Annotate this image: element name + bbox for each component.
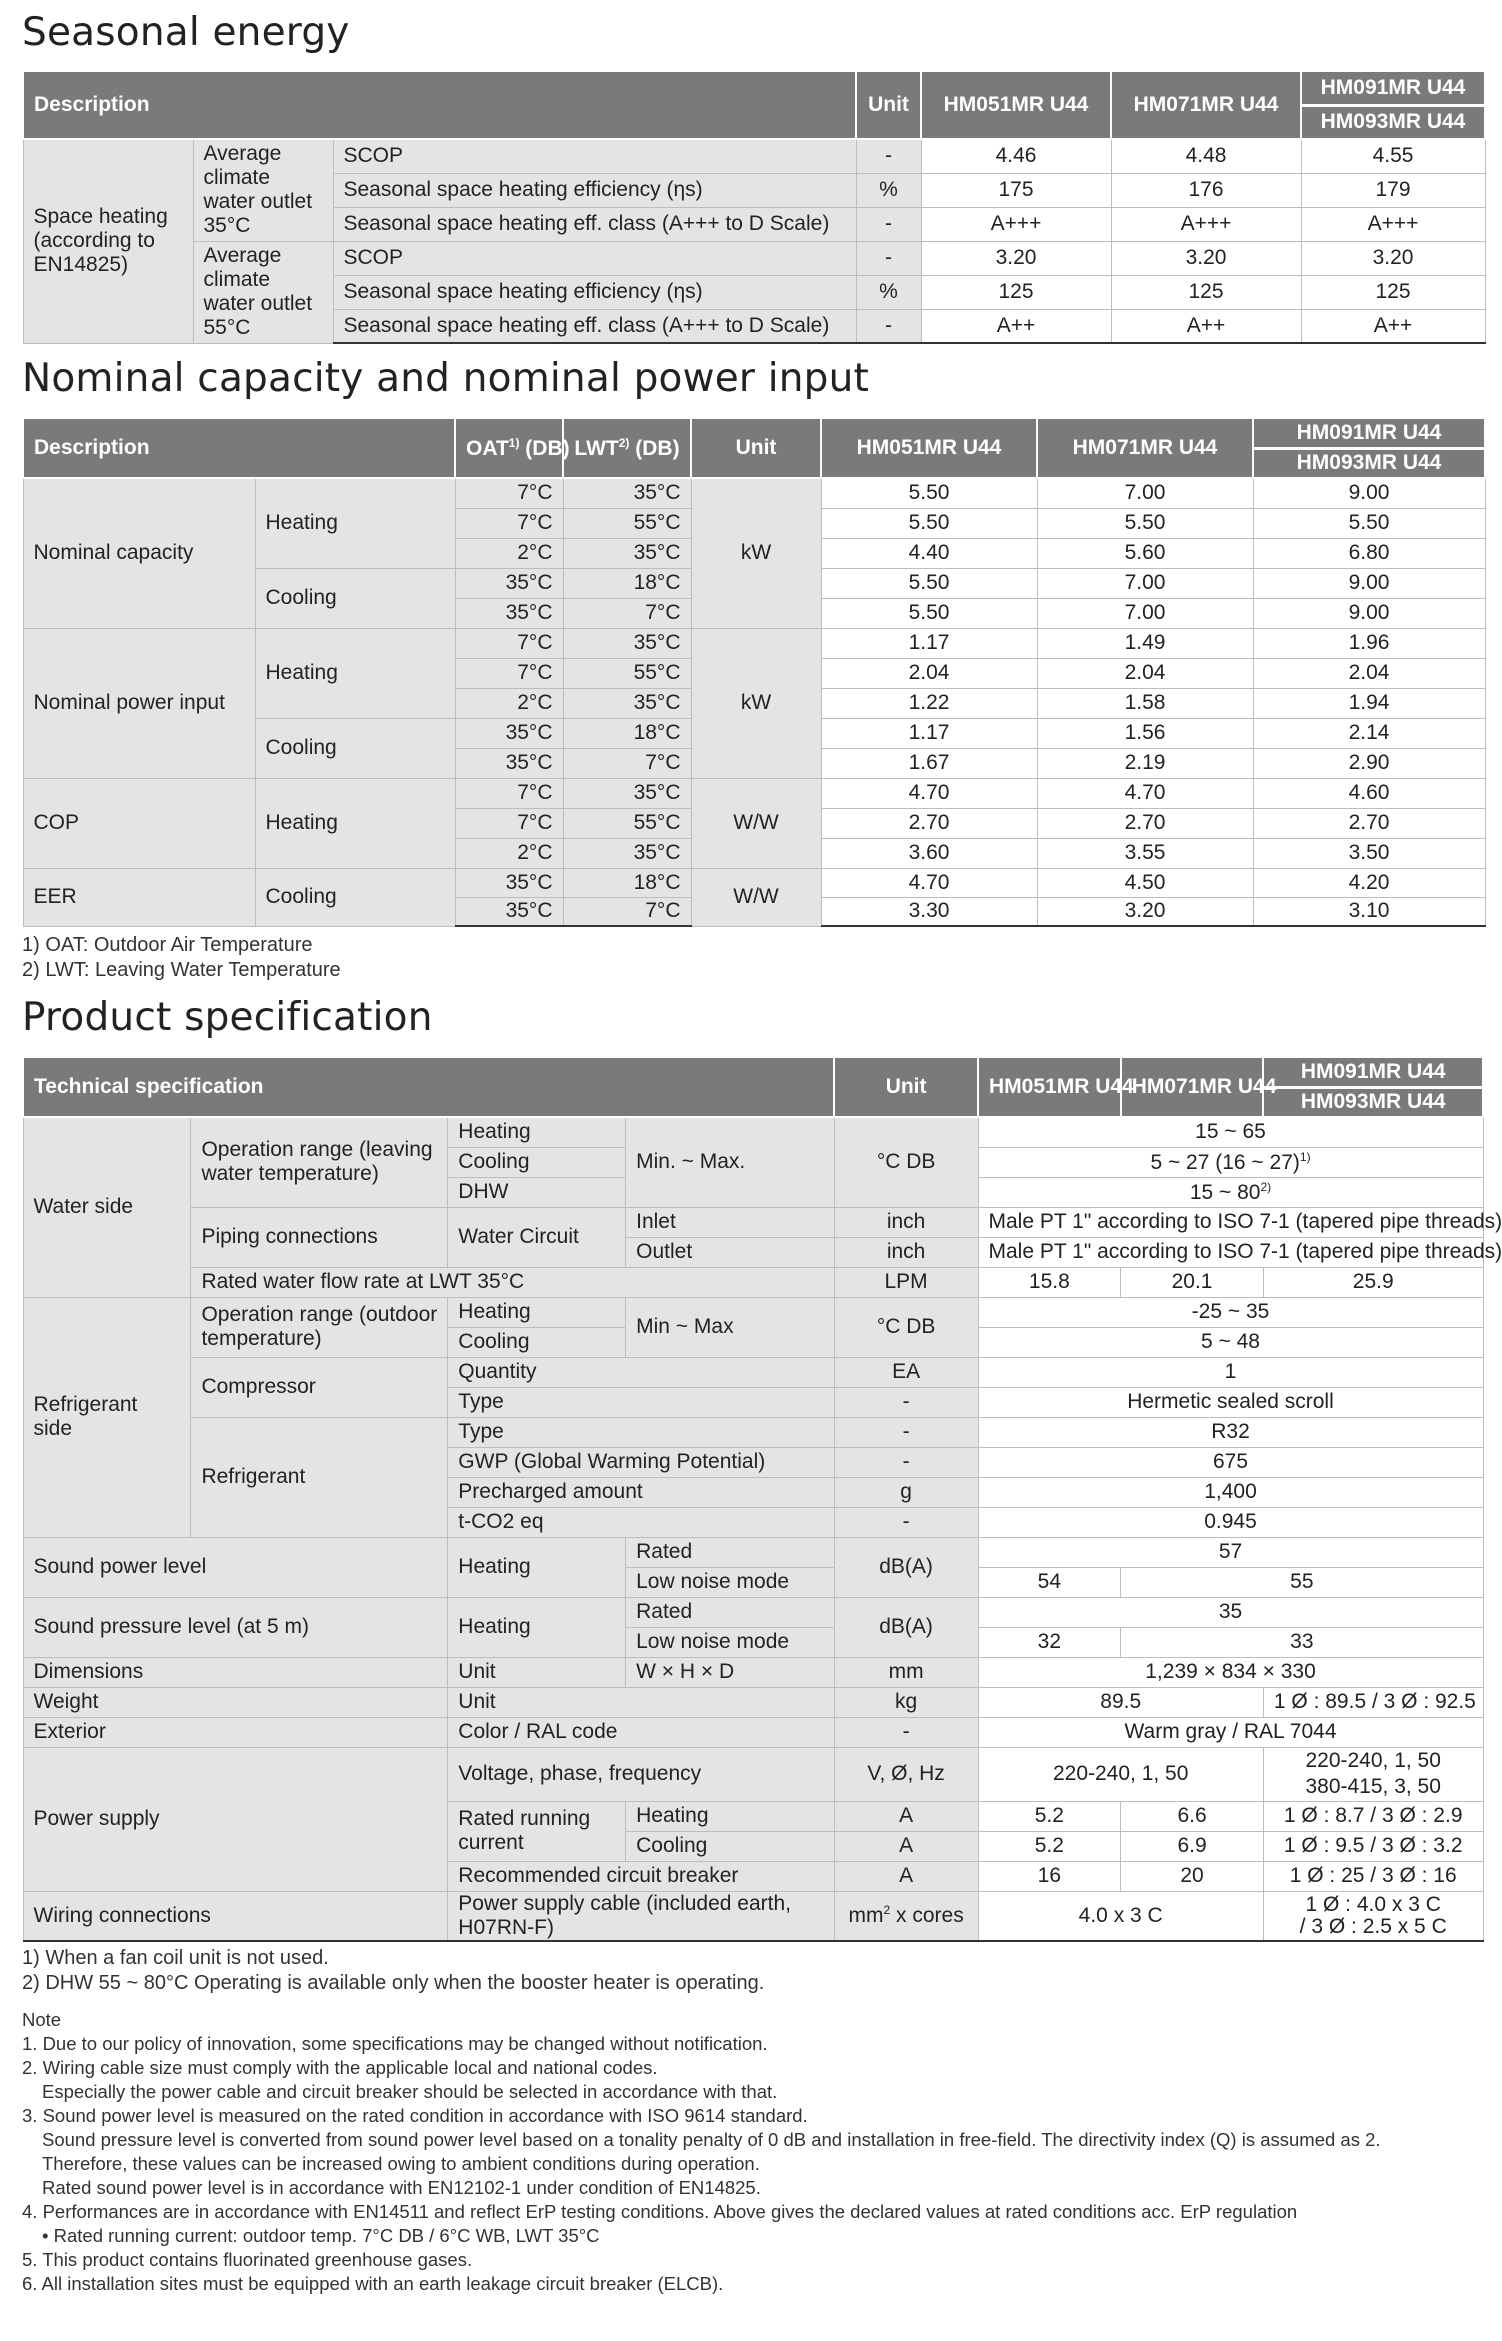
value-cell: 3.55 [1037,838,1253,868]
value-cell: 1.58 [1037,688,1253,718]
mode-heating: Heating [448,1117,626,1147]
mode-heating: Heating [448,1297,626,1327]
minmax-label: Min ~ Max [626,1297,835,1357]
header-oat: OAT$^{1)}$ (DB) [455,418,563,478]
value-cell: 4.46 [921,139,1111,173]
oat-cell: 2°C [455,838,563,868]
value-cell: 4.0 x 3 C [978,1891,1263,1941]
header-unit: Unit [691,418,821,478]
group-cop: COP [23,778,255,868]
value-cell: 16 [978,1861,1121,1891]
value-cell: 6.6 [1121,1801,1264,1831]
oat-cell: 35°C [455,568,563,598]
value-cell: Male PT 1" according to ISO 7-1 (tapered pipe threads) [978,1207,1483,1237]
value-cell: 5.50 [821,478,1037,508]
lwt-cell: 35°C [563,838,691,868]
unit-cell: A [834,1801,978,1831]
value-cell: 15 ~ 65 [978,1117,1483,1147]
exterior-label: Exterior [23,1717,448,1747]
header-model-2: HM071MR U44 [1111,71,1301,139]
product-table [22,1056,1502,1942]
value-cell: 5.50 [821,598,1037,628]
unit-cell: - [834,1417,978,1447]
note-line: Especially the power cable and circuit breaker should be selected in accordance with that. [42,2081,778,2102]
unit-cell: - [834,1387,978,1417]
unit-cell: - [856,309,921,343]
mode-dhw: DHW [448,1177,626,1207]
value-cell: 1 Ø : 8.7 / 3 Ø : 2.9 [1263,1801,1483,1831]
mode-cooling: Cooling [448,1327,626,1357]
value-cell: 220-240, 1, 50 [978,1747,1263,1801]
value-cell: 3.50 [1253,838,1485,868]
value-cell: 4.55 [1301,139,1485,173]
note-heading: Note [22,2009,62,2030]
seasonal-table [22,70,1486,344]
value-cell: 2.04 [1037,658,1253,688]
value-cell: 5.50 [1037,508,1253,538]
header-model-1: HM051MR U44 [978,1057,1121,1117]
value-cell: 176 [1111,173,1301,207]
mode-cooling: Cooling [626,1831,835,1861]
value-cell: 1.22 [821,688,1037,718]
value-cell: 2.70 [1253,808,1485,838]
unit-cell: kg [834,1687,978,1717]
low-noise-label: Low noise mode [626,1627,835,1657]
value-cell: 1 Ø : 9.5 / 3 Ø : 3.2 [1263,1831,1483,1861]
value-cell: 9.00 [1253,478,1485,508]
value-cell: 3.60 [821,838,1037,868]
vpf-label: Voltage, phase, frequency [448,1747,834,1801]
value-cell: 4.70 [821,778,1037,808]
water-side-label: Water side [23,1117,191,1297]
value-cell: 2.90 [1253,748,1485,778]
seasonal-title: Seasonal energy [22,10,350,55]
value-cell: 7.00 [1037,568,1253,598]
unit-cell: LPM [834,1267,978,1297]
header-model-2: HM071MR U44 [1037,418,1253,478]
value-cell: 1 Ø : 89.5 / 3 Ø : 92.5 [1263,1687,1483,1717]
rated-label: Rated [626,1597,835,1627]
rated-running-current-label: Rated running current [448,1801,626,1861]
lwt-cell: 18°C [563,718,691,748]
value-cell: 2.70 [821,808,1037,838]
header-model-1: HM051MR U44 [921,71,1111,139]
value-cell: 3.20 [1037,897,1253,926]
inlet-label: Inlet [626,1207,835,1237]
value-cell: 33 [1121,1627,1483,1657]
oat-cell: 7°C [455,658,563,688]
value-cell: 1 Ø : 4.0 x 3 C / 3 Ø : 2.5 x 5 C [1263,1891,1483,1941]
lwt-cell: 35°C [563,778,691,808]
value-cell: Male PT 1" according to ISO 7-1 (tapered pipe threads) [978,1237,1483,1267]
value-cell: A++ [921,309,1111,343]
value-cell: 2.04 [821,658,1037,688]
header-tech-spec: Technical specification [23,1057,834,1117]
header-model-3a: HM091MR U44 [1301,71,1485,105]
lwt-cell: 35°C [563,478,691,508]
lwt-cell: 18°C [563,868,691,897]
unit-cell: EA [834,1357,978,1387]
unit-cell: mm [834,1657,978,1687]
lwt-cell: 55°C [563,658,691,688]
header-unit: Unit [856,71,921,139]
nominal-footnotes [22,933,1484,983]
mode-heating: Heating [255,478,455,568]
outlet-label: Outlet [626,1237,835,1267]
value-cell: 4.70 [1037,778,1253,808]
value-cell: 125 [1111,275,1301,309]
header-description: Description [23,418,455,478]
footnote: 1) OAT: Outdoor Air Temperature [22,934,313,956]
group-label: Space heating (according to EN14825) [23,139,193,343]
whd-label: W × H × D [626,1657,835,1687]
header-model-3b: HM093MR U44 [1263,1087,1483,1117]
value-cell: 5.60 [1037,538,1253,568]
value-cell: Warm gray / RAL 7044 [978,1717,1483,1747]
mode-cooling: Cooling [255,868,455,926]
footnote: 2) LWT: Leaving Water Temperature [22,959,341,981]
unit-cell: % [856,275,921,309]
mode-cooling: Cooling [255,568,455,628]
value-cell: 20 [1121,1861,1264,1891]
unit-label: Unit [448,1687,834,1717]
refrigerant-label: Refrigerant [191,1417,448,1537]
value-cell: 1.67 [821,748,1037,778]
sound-pressure-label: Sound pressure level (at 5 m) [23,1597,448,1657]
lwt-cell: 7°C [563,598,691,628]
value-cell: 6.9 [1121,1831,1264,1861]
value-cell: 5.2 [978,1801,1121,1831]
value-cell: 1 Ø : 25 / 3 Ø : 16 [1263,1861,1483,1891]
header-model-1: HM051MR U44 [821,418,1037,478]
value-cell: 3.30 [821,897,1037,926]
value-cell: 1.17 [821,718,1037,748]
tco2-label: t-CO2 eq [448,1507,834,1537]
mode-cooling: Cooling [255,718,455,778]
value-cell: 1 [978,1357,1483,1387]
color-ral-label: Color / RAL code [448,1717,834,1747]
value-cell: 3.20 [1111,241,1301,275]
sound-power-label: Sound power level [23,1537,448,1597]
value-cell: 5 ~ 48 [978,1327,1483,1357]
value-cell: 25.9 [1263,1267,1483,1297]
value-cell: 175 [921,173,1111,207]
note-line: 4. Performances are in accordance with EN14511 and reflect ErP testing conditions. Above gives the declared values at rated conditions acc. ErP regulation [22,2201,1298,2222]
footnote: 1) When a fan coil unit is not used. [22,1947,329,1969]
unit-cell: dB(A) [834,1537,978,1597]
value-cell: -25 ~ 35 [978,1297,1483,1327]
oat-cell: 7°C [455,478,563,508]
unit-cell: - [856,207,921,241]
header-lwt: LWT$^{2)}$ (DB) [563,418,691,478]
value-cell: A+++ [921,207,1111,241]
value-cell: 6.80 [1253,538,1485,568]
unit-cell: A [834,1831,978,1861]
note-line: Rated sound power level is in accordance with EN12102-1 under condition of EN14825. [42,2177,761,2198]
value-cell: 0.945 [978,1507,1483,1537]
oat-cell: 35°C [455,598,563,628]
unit-cell: °C DB [834,1297,978,1357]
lwt-cell: 35°C [563,628,691,658]
value-cell: 675 [978,1447,1483,1477]
sub-label: Average climate water outlet 55°C [193,241,333,343]
value-cell: 2.14 [1253,718,1485,748]
value-cell: 5.50 [821,568,1037,598]
gwp-label: GWP (Global Warming Potential) [448,1447,834,1477]
op-range-outdoor-label: Operation range (outdoor temperature) [191,1297,448,1357]
power-cable-label: Power supply cable (included earth, H07RN-F) [448,1891,834,1941]
value-cell: A++ [1111,309,1301,343]
unit-cell: W/W [691,868,821,926]
value-cell: 1.96 [1253,628,1485,658]
nominal-table [22,417,1486,927]
oat-cell: 7°C [455,508,563,538]
oat-cell: 35°C [455,868,563,897]
value-cell: 9.00 [1253,568,1485,598]
op-range-water-label: Operation range (leaving water temperature) [191,1117,448,1207]
lwt-cell: 18°C [563,568,691,598]
note-line: 5. This product contains fluorinated greenhouse gases. [22,2249,473,2270]
header-model-3a: HM091MR U44 [1263,1057,1483,1087]
power-supply-label: Power supply [23,1747,448,1891]
rated-label: Rated [626,1537,835,1567]
lwt-cell: 55°C [563,508,691,538]
lwt-cell: 35°C [563,538,691,568]
oat-cell: 35°C [455,718,563,748]
value-cell: 125 [921,275,1111,309]
mode-cooling: Cooling [448,1147,626,1177]
note-line: Sound pressure level is converted from sound power level based on a tonality penalty of 0 dB and installation in free-field. The directivity index (Q) is assumed as 2. [42,2129,1381,2150]
header-model-3b: HM093MR U44 [1301,105,1485,139]
sub-label: Average climate water outlet 35°C [193,139,333,241]
oat-cell: 35°C [455,897,563,926]
note-line: • Rated running current: outdoor temp. 7°C DB / 6°C WB, LWT 35°C [42,2225,600,2246]
nominal-title: Nominal capacity and nominal power input [22,356,870,401]
piping-label: Piping connections [191,1207,448,1267]
row-label: Seasonal space heating eff. class (A+++ to D Scale) [333,309,856,343]
row-label: Seasonal space heating efficiency (ηs) [333,173,856,207]
value-cell: 15 ~ 80$^{2)}$ [978,1177,1483,1207]
unit-cell: V, Ø, Hz [834,1747,978,1801]
mode-heating: Heating [448,1597,626,1657]
unit-cell: - [856,241,921,275]
oat-cell: 7°C [455,628,563,658]
unit-cell: W/W [691,778,821,868]
unit-cell: dB(A) [834,1597,978,1657]
value-cell: R32 [978,1417,1483,1447]
row-label: SCOP [333,241,856,275]
value-cell: 179 [1301,173,1485,207]
note-line: 3. Sound power level is measured on the rated condition in accordance with ISO 9614 standard. [22,2105,808,2126]
unit-cell: - [834,1717,978,1747]
note-line: Therefore, these values can be increased owing to ambient conditions during operation. [42,2153,760,2174]
oat-cell: 2°C [455,688,563,718]
unit-cell: - [834,1507,978,1537]
value-cell: 35 [978,1597,1483,1627]
note-line: 6. All installation sites must be equipped with an earth leakage circuit breaker (ELCB). [22,2273,724,2294]
group-power-input: Nominal power input [23,628,255,778]
water-circuit-label: Water Circuit [448,1207,626,1267]
row-label: Seasonal space heating efficiency (ηs) [333,275,856,309]
value-cell: 2.70 [1037,808,1253,838]
footnote: 2) DHW 55 ~ 80°C Operating is available only when the booster heater is operating. [22,1972,765,1994]
value-cell: 3.20 [921,241,1111,275]
mode-heating: Heating [255,628,455,718]
value-cell: 15.8 [978,1267,1121,1297]
value-cell: 7.00 [1037,478,1253,508]
lwt-cell: 7°C [563,897,691,926]
value-cell: 32 [978,1627,1121,1657]
value-cell: A+++ [1111,207,1301,241]
value-cell: 3.10 [1253,897,1485,926]
header-model-3b: HM093MR U44 [1253,448,1485,478]
oat-cell: 35°C [455,748,563,778]
value-cell: 4.20 [1253,868,1485,897]
lwt-cell: 55°C [563,808,691,838]
precharged-label: Precharged amount [448,1477,834,1507]
value-cell: 220-240, 1, 50 380-415, 3, 50 [1263,1747,1483,1801]
value-cell: 125 [1301,275,1485,309]
value-cell: 3.20 [1301,241,1485,275]
weight-label: Weight [23,1687,448,1717]
value-cell: 1.49 [1037,628,1253,658]
value-cell: 54 [978,1567,1121,1597]
notes [22,2008,1484,2296]
row-label: Seasonal space heating eff. class (A+++ to D Scale) [333,207,856,241]
unit-cell: kW [691,628,821,778]
value-cell: 9.00 [1253,598,1485,628]
unit-cell: - [856,139,921,173]
unit-cell: °C DB [834,1117,978,1207]
oat-cell: 7°C [455,808,563,838]
circuit-breaker-label: Recommended circuit breaker [448,1861,834,1891]
note-line: 1. Due to our policy of innovation, some specifications may be changed without notification. [22,2033,768,2054]
value-cell: 1.17 [821,628,1037,658]
value-cell: 55 [1121,1567,1483,1597]
unit-cell: inch [834,1237,978,1267]
row-label: SCOP [333,139,856,173]
lwt-cell: 35°C [563,688,691,718]
value-cell: Hermetic sealed scroll [978,1387,1483,1417]
mode-heating: Heating [448,1537,626,1597]
note-line: 2. Wiring cable size must comply with the applicable local and national codes. [22,2057,658,2078]
unit-cell: kW [691,478,821,628]
refrigerant-side-label: Refrigerant side [23,1297,191,1537]
value-cell: A+++ [1301,207,1485,241]
value-cell: 1,239 × 834 × 330 [978,1657,1483,1687]
value-cell: A++ [1301,309,1485,343]
product-footnotes [22,1946,1484,1996]
flow-rate-label: Rated water flow rate at LWT 35°C [191,1267,834,1297]
value-cell: 4.70 [821,868,1037,897]
type-label: Type [448,1417,834,1447]
low-noise-label: Low noise mode [626,1567,835,1597]
value-cell: 20.1 [1121,1267,1264,1297]
value-cell: 1.56 [1037,718,1253,748]
unit-label: Unit [448,1657,626,1687]
group-capacity: Nominal capacity [23,478,255,628]
wiring-label: Wiring connections [23,1891,448,1941]
value-cell: 57 [978,1537,1483,1567]
compressor-label: Compressor [191,1357,448,1417]
value-cell: 4.50 [1037,868,1253,897]
header-description: Description [23,71,856,139]
unit-cell: inch [834,1207,978,1237]
value-cell: 5 ~ 27 (16 ~ 27)$^{1)}$ [978,1147,1483,1177]
unit-cell: - [834,1447,978,1477]
value-cell: 89.5 [978,1687,1263,1717]
header-unit: Unit [834,1057,978,1117]
value-cell: 5.50 [821,508,1037,538]
value-cell: 5.2 [978,1831,1121,1861]
oat-cell: 7°C [455,778,563,808]
group-eer: EER [23,868,255,926]
type-label: Type [448,1387,834,1417]
unit-cell: % [856,173,921,207]
value-cell: 7.00 [1037,598,1253,628]
header-model-3a: HM091MR U44 [1253,418,1485,448]
value-cell: 2.04 [1253,658,1485,688]
dimensions-label: Dimensions [23,1657,448,1687]
header-model-2: HM071MR U44 [1121,1057,1264,1117]
unit-cell: A [834,1861,978,1891]
value-cell: 4.60 [1253,778,1485,808]
unit-cell: $mm^2$ x cores [834,1891,978,1941]
spec-sheet [22,0,1502,2296]
lwt-cell: 7°C [563,748,691,778]
oat-cell: 2°C [455,538,563,568]
value-cell: 4.48 [1111,139,1301,173]
value-cell: 5.50 [1253,508,1485,538]
unit-cell: g [834,1477,978,1507]
value-cell: 1.94 [1253,688,1485,718]
minmax-label: Min. ~ Max. [626,1117,835,1207]
value-cell: 2.19 [1037,748,1253,778]
product-title: Product specification [22,995,433,1040]
mode-heating: Heating [255,778,455,868]
value-cell: 1,400 [978,1477,1483,1507]
value-cell: 4.40 [821,538,1037,568]
quantity-label: Quantity [448,1357,834,1387]
mode-heating: Heating [626,1801,835,1831]
